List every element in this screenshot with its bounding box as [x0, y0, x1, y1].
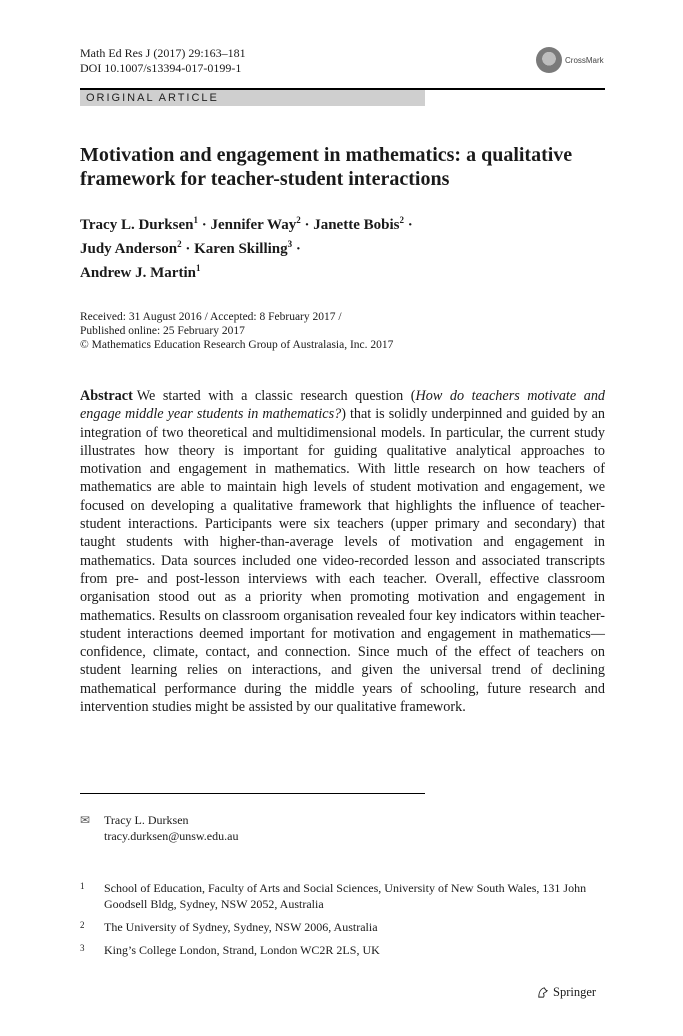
published-line: Published online: 25 February 2017	[80, 325, 245, 337]
copyright-line: © Mathematics Education Research Group of Australasia, Inc. 2017	[80, 339, 394, 351]
affiliation-text: King’s College London, Strand, London WC2R 2LS, UK	[104, 943, 380, 957]
abstract-question: How do teachers motivate and engage middle year students in mathematics?	[80, 388, 606, 423]
springer-horse-icon	[536, 986, 549, 999]
journal-doi[interactable]: DOI 10.1007/s13394-017-0199-1	[80, 61, 242, 75]
corresponding-author-email[interactable]: tracy.durksen@unsw.edu.au	[104, 829, 239, 843]
author-name[interactable]: Karen Skilling	[194, 241, 288, 257]
author-name[interactable]: Andrew J. Martin	[80, 265, 196, 281]
author-name[interactable]: Jennifer Way	[210, 217, 297, 233]
affiliation-item	[80, 880, 600, 912]
article-type-banner: ORIGINAL ARTICLE	[80, 90, 425, 106]
author-separator: ·	[197, 217, 211, 233]
crossmark-icon	[536, 47, 562, 73]
author-separator: ·	[181, 241, 195, 257]
corresponding-author-name: Tracy L. Durksen	[104, 813, 189, 827]
journal-header	[80, 46, 246, 76]
received-accepted-line: Received: 31 August 2016 / Accepted: 8 February 2017 /	[80, 311, 342, 323]
author-name[interactable]: Judy Anderson	[80, 241, 178, 257]
affiliation-text: School of Education, Faculty of Arts and Social Sciences, University of New South Wales, 131 John Goodsell Bldg, Sydney, NSW 2052, Australia	[104, 881, 587, 911]
footnote-rule	[80, 793, 425, 794]
abstract-label: Abstract	[80, 388, 133, 404]
affiliation-item	[80, 942, 600, 958]
publisher-name: Springer	[553, 985, 597, 999]
affiliation-number: 2	[80, 920, 85, 930]
author-affil-ref: 2	[177, 239, 182, 249]
affiliation-number: 3	[80, 943, 85, 953]
correspondence	[80, 812, 239, 843]
crossmark-label: CrossMark	[565, 55, 604, 65]
abstract	[80, 387, 605, 716]
author-name[interactable]: Janette Bobis	[313, 217, 400, 233]
author-affil-ref: 1	[195, 263, 201, 273]
paper-title: Motivation and engagement in mathematics: a qualitative framework for teacher-student interactions	[80, 144, 573, 190]
affiliation-item	[80, 919, 600, 935]
crossmark-badge[interactable]	[536, 47, 604, 73]
author-affil-ref: 2	[296, 215, 301, 225]
author-separator: ·	[300, 217, 314, 233]
author-separator: ·	[292, 241, 301, 257]
author-separator: ·	[403, 217, 413, 233]
publication-dates	[80, 310, 580, 352]
publisher-logo	[536, 985, 596, 1000]
journal-citation: Math Ed Res J (2017) 29:163–181	[80, 46, 246, 60]
affiliation-text: The University of Sydney, Sydney, NSW 2006, Australia	[104, 920, 378, 934]
envelope-icon: ✉	[80, 813, 91, 827]
abstract-text-after: ) that is solidly underpinned and guided by an integration of two theoretical and multidimensional models. In particular, the current study illustrates how theory is important for guiding qualitative analytical approaches to motivation and engagement in mathematics. With little research on how teachers of mathematics are able to maintain high levels of student motivation and engagement, we focused on developing a qualitative framework that highlights the influence of teacher-student interactions. Participants were six teachers (upper primary and secondary) that taught students with higher-than-average levels of motivation and engagement in mathematics. Data sources included one video-recorded lesson and associated transcripts from pre- and post-lesson interviews with each teacher. Overall, effective classroom organisation stood out as a priority when promoting motivation and engagement in mathematics. Results on classroom organisation revealed four key indicators within teacher-student interactions deemed important for motivation and engagement in mathematics—confidence, climate, contact, and connection. Since much of the effect of teachers on student learning relies on interactions, and given the universal trend of declining mathematical performance during the middle years of schooling, future research and intervention studies might be assisted by our qualitative framework.	[80, 406, 606, 716]
abstract-text-before: We started with a classic research question (	[136, 388, 416, 404]
affiliation-number: 1	[80, 881, 85, 891]
author-name[interactable]: Tracy L. Durksen	[80, 217, 194, 233]
author-affil-ref: 1	[193, 215, 198, 225]
author-affil-ref: 2	[399, 215, 404, 225]
author-list	[80, 211, 500, 283]
author-affil-ref: 3	[287, 239, 293, 249]
